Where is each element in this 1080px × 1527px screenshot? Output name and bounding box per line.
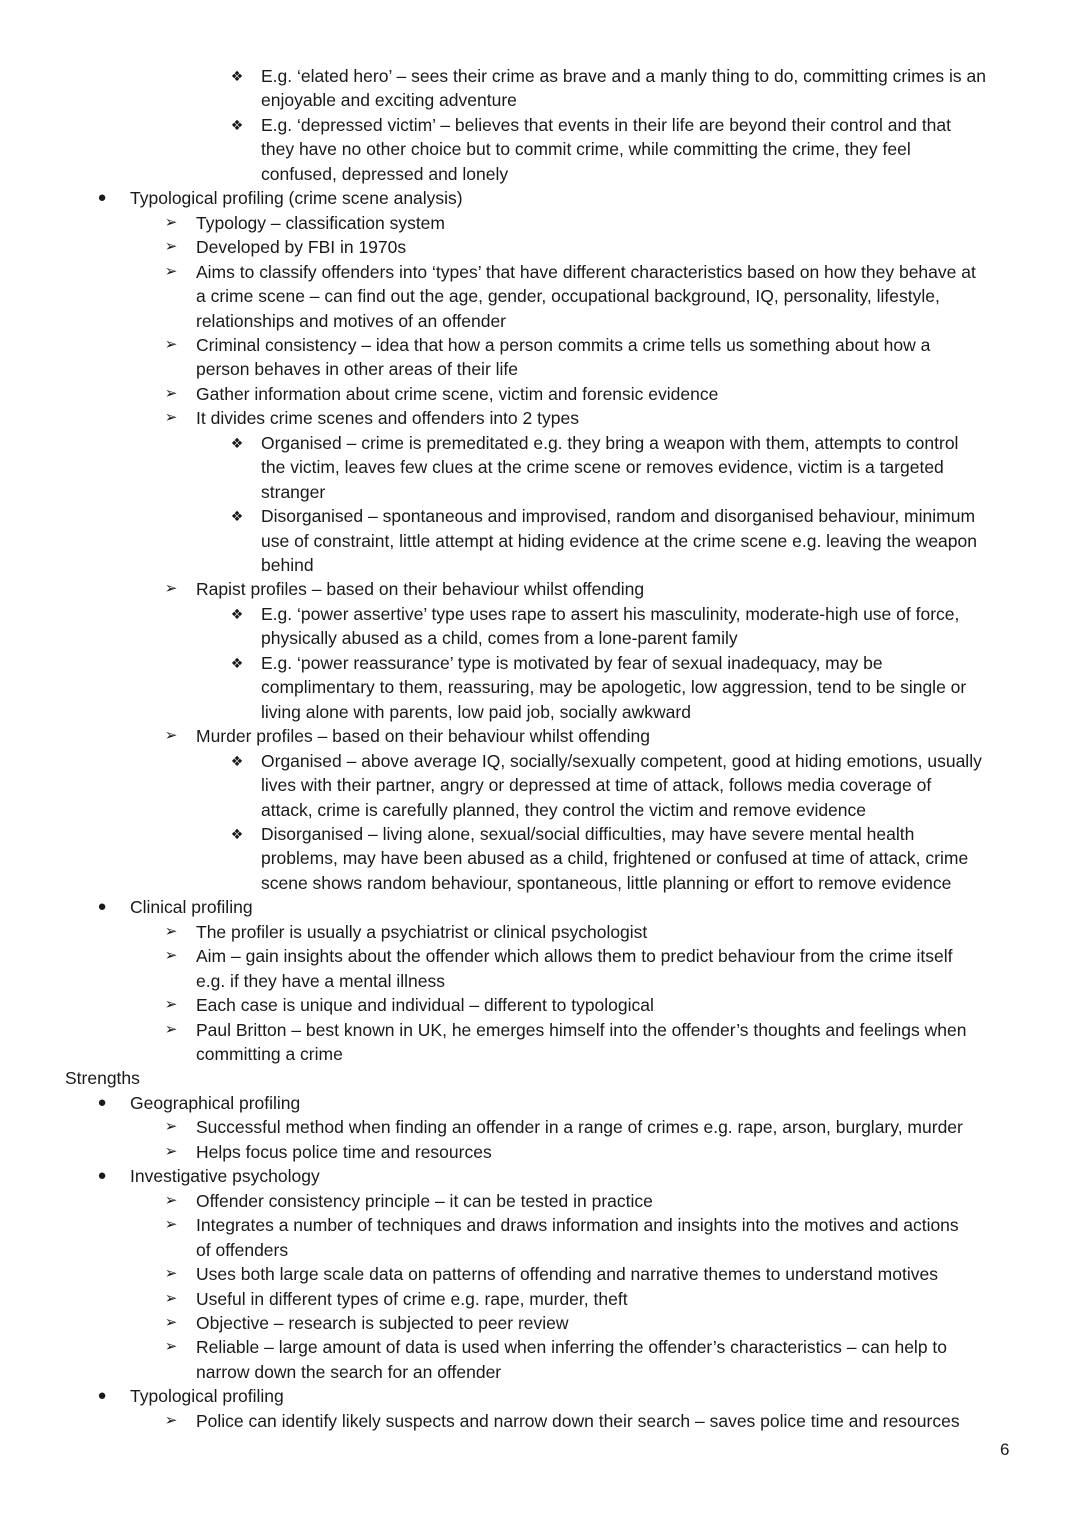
bullet-dot-icon: ●	[97, 898, 107, 916]
line-text: Each case is unique and individual – different to typological	[196, 995, 654, 1016]
line-text: Organised – above average IQ, socially/sexually competent, good at hiding emotions, usually	[261, 750, 982, 771]
line-text: living alone with parents, low paid job, socially awkward	[261, 701, 691, 722]
arrow-bullet-icon: ➢	[164, 1216, 178, 1234]
line-text: E.g. ‘power reassurance’ type is motivated by fear of sexual inadequacy, may be	[261, 652, 883, 673]
line-text: Helps focus police time and resources	[196, 1141, 492, 1162]
arrow-bullet-icon: ➢	[164, 1191, 178, 1209]
line-text: Gather information about crime scene, victim and forensic evidence	[196, 383, 719, 404]
line-text: Integrates a number of techniques and draws information and insights into the motives and actions	[196, 1215, 959, 1236]
line-text: Police can identify likely suspects and narrow down their search – saves police time and resources	[196, 1410, 960, 1431]
line-text: Uses both large scale data on patterns of offending and narrative themes to understand motives	[196, 1264, 938, 1285]
arrow-bullet-icon: ➢	[164, 1265, 178, 1283]
line-text: Rapist profiles – based on their behaviour whilst offending	[196, 579, 645, 600]
line-text: Geographical profiling	[130, 1092, 301, 1113]
line-text: behind	[261, 555, 314, 575]
arrow-bullet-icon: ➢	[164, 262, 178, 280]
line-text: E.g. ‘power assertive’ type uses rape to assert his masculinity, moderate-high use of force,	[261, 603, 960, 624]
arrow-bullet-icon: ➢	[164, 1338, 178, 1356]
line-text: Successful method when finding an offender in a range of crimes e.g. rape, arson, burglary, murder	[196, 1117, 963, 1138]
line-text: person behaves in other areas of their life	[196, 359, 518, 380]
line-text: Disorganised – living alone, sexual/social difficulties, may have severe mental health	[261, 823, 915, 844]
line-text: Objective – research is subjected to peer review	[196, 1312, 569, 1333]
arrow-bullet-icon: ➢	[164, 409, 178, 427]
line-text: relationships and motives of an offender	[196, 310, 507, 331]
arrow-bullet-icon: ➢	[164, 580, 178, 598]
arrow-bullet-icon: ➢	[164, 1142, 178, 1160]
line-text: a crime scene – can find out the age, gender, occupational background, IQ, personality, lifestyle,	[196, 286, 940, 307]
line-text: e.g. if they have a mental illness	[196, 970, 446, 991]
line-text: lives with their partner, angry or depressed at time of attack, follows media coverage of	[261, 775, 932, 796]
line-text: E.g. ‘elated hero’ – sees their crime as brave and a manly thing to do, committing crimes is an	[261, 66, 986, 86]
line-text: Aims to classify offenders into ‘types’ that have different characteristics based on how they behave at	[196, 261, 976, 282]
line-text: Organised – crime is premeditated e.g. they bring a weapon with them, attempts to control	[261, 432, 959, 453]
line-text: attack, crime is carefully planned, they control the victim and remove evidence	[261, 799, 867, 820]
line-text: Murder profiles – based on their behaviour whilst offending	[196, 726, 650, 747]
line-text: Aim – gain insights about the offender which allows them to predict behaviour from the crime itself	[196, 946, 953, 967]
line-text: The profiler is usually a psychiatrist or clinical psychologist	[196, 921, 648, 942]
line-text: Typological profiling (crime scene analysis)	[130, 188, 463, 209]
diamond-bullet-icon: ❖	[230, 434, 244, 451]
line-text: It divides crime scenes and offenders into 2 types	[196, 408, 579, 429]
line-text: of offenders	[196, 1239, 289, 1260]
arrow-bullet-icon: ➢	[164, 384, 178, 402]
arrow-bullet-icon: ➢	[164, 996, 178, 1014]
line-text: Paul Britton – best known in UK, he emerges himself into the offender’s thoughts and feelings when	[196, 1019, 967, 1040]
bullet-dot-icon: ●	[97, 1167, 107, 1185]
line-text: Criminal consistency – idea that how a person commits a crime tells us something about how a	[196, 334, 931, 355]
diamond-bullet-icon: ❖	[230, 605, 244, 622]
line-text: Strengths	[65, 1068, 140, 1089]
line-text: enjoyable and exciting adventure	[261, 90, 517, 111]
arrow-bullet-icon: ➢	[164, 1313, 178, 1331]
line-text: problems, may have been abused as a child, frightened or confused at time of attack, crime	[261, 848, 969, 869]
line-text: Useful in different types of crime e.g. rape, murder, theft	[196, 1288, 628, 1309]
bullet-dot-icon: ●	[97, 1387, 107, 1405]
arrow-bullet-icon: ➢	[164, 1289, 178, 1307]
line-text: stranger	[261, 481, 326, 502]
line-text: complimentary to them, reassuring, may be apologetic, low aggression, tend to be single or	[261, 677, 967, 698]
arrow-bullet-icon: ➢	[164, 727, 178, 745]
diamond-bullet-icon: ❖	[230, 68, 244, 84]
arrow-bullet-icon: ➢	[164, 1118, 178, 1136]
line-text: Typological profiling	[130, 1386, 284, 1407]
bullet-dot-icon: ●	[97, 189, 107, 207]
line-text: the victim, leaves few clues at the crime scene or removes evidence, victim is a targeted	[261, 457, 944, 478]
arrow-bullet-icon: ➢	[164, 1020, 178, 1038]
line-text: Reliable – large amount of data is used when inferring the offender’s characteristics – can help to	[196, 1337, 948, 1358]
diamond-bullet-icon: ❖	[230, 508, 244, 525]
arrow-bullet-icon: ➢	[164, 335, 178, 353]
arrow-bullet-icon: ➢	[164, 922, 178, 940]
line-text: Investigative psychology	[130, 1166, 320, 1187]
line-text: they have no other choice but to commit crime, while committing the crime, they feel	[261, 139, 911, 160]
arrow-bullet-icon: ➢	[164, 238, 178, 256]
diamond-bullet-icon: ❖	[230, 752, 244, 769]
arrow-bullet-icon: ➢	[164, 213, 178, 231]
line-text: Clinical profiling	[130, 897, 253, 918]
line-text: Disorganised – spontaneous and improvised, random and disorganised behaviour, minimum	[261, 506, 976, 527]
line-text: E.g. ‘depressed victim’ – believes that events in their life are beyond their control and that	[261, 114, 952, 135]
line-text: narrow down the search for an offender	[196, 1361, 502, 1382]
line-text: Offender consistency principle – it can be tested in practice	[196, 1190, 653, 1211]
line-text: Typology – classification system	[196, 212, 445, 233]
page-number: 6	[1000, 1440, 1010, 1459]
line-text: use of constraint, little attempt at hiding evidence at the crime scene e.g. leaving the weapon	[261, 530, 977, 551]
diamond-bullet-icon: ❖	[230, 654, 244, 671]
diamond-bullet-icon: ❖	[230, 825, 244, 842]
line-text: committing a crime	[196, 1044, 343, 1064]
bullet-dot-icon: ●	[97, 1093, 107, 1111]
arrow-bullet-icon: ➢	[164, 1411, 178, 1429]
diamond-bullet-icon: ❖	[230, 116, 244, 133]
line-text: scene shows random behaviour, spontaneous, little planning or effort to remove evidence	[261, 872, 952, 893]
line-text: physically abused as a child, comes from a lone-parent family	[261, 628, 738, 649]
line-text: confused, depressed and lonely	[261, 163, 509, 184]
line-text: Developed by FBI in 1970s	[196, 237, 407, 258]
arrow-bullet-icon: ➢	[164, 947, 178, 965]
